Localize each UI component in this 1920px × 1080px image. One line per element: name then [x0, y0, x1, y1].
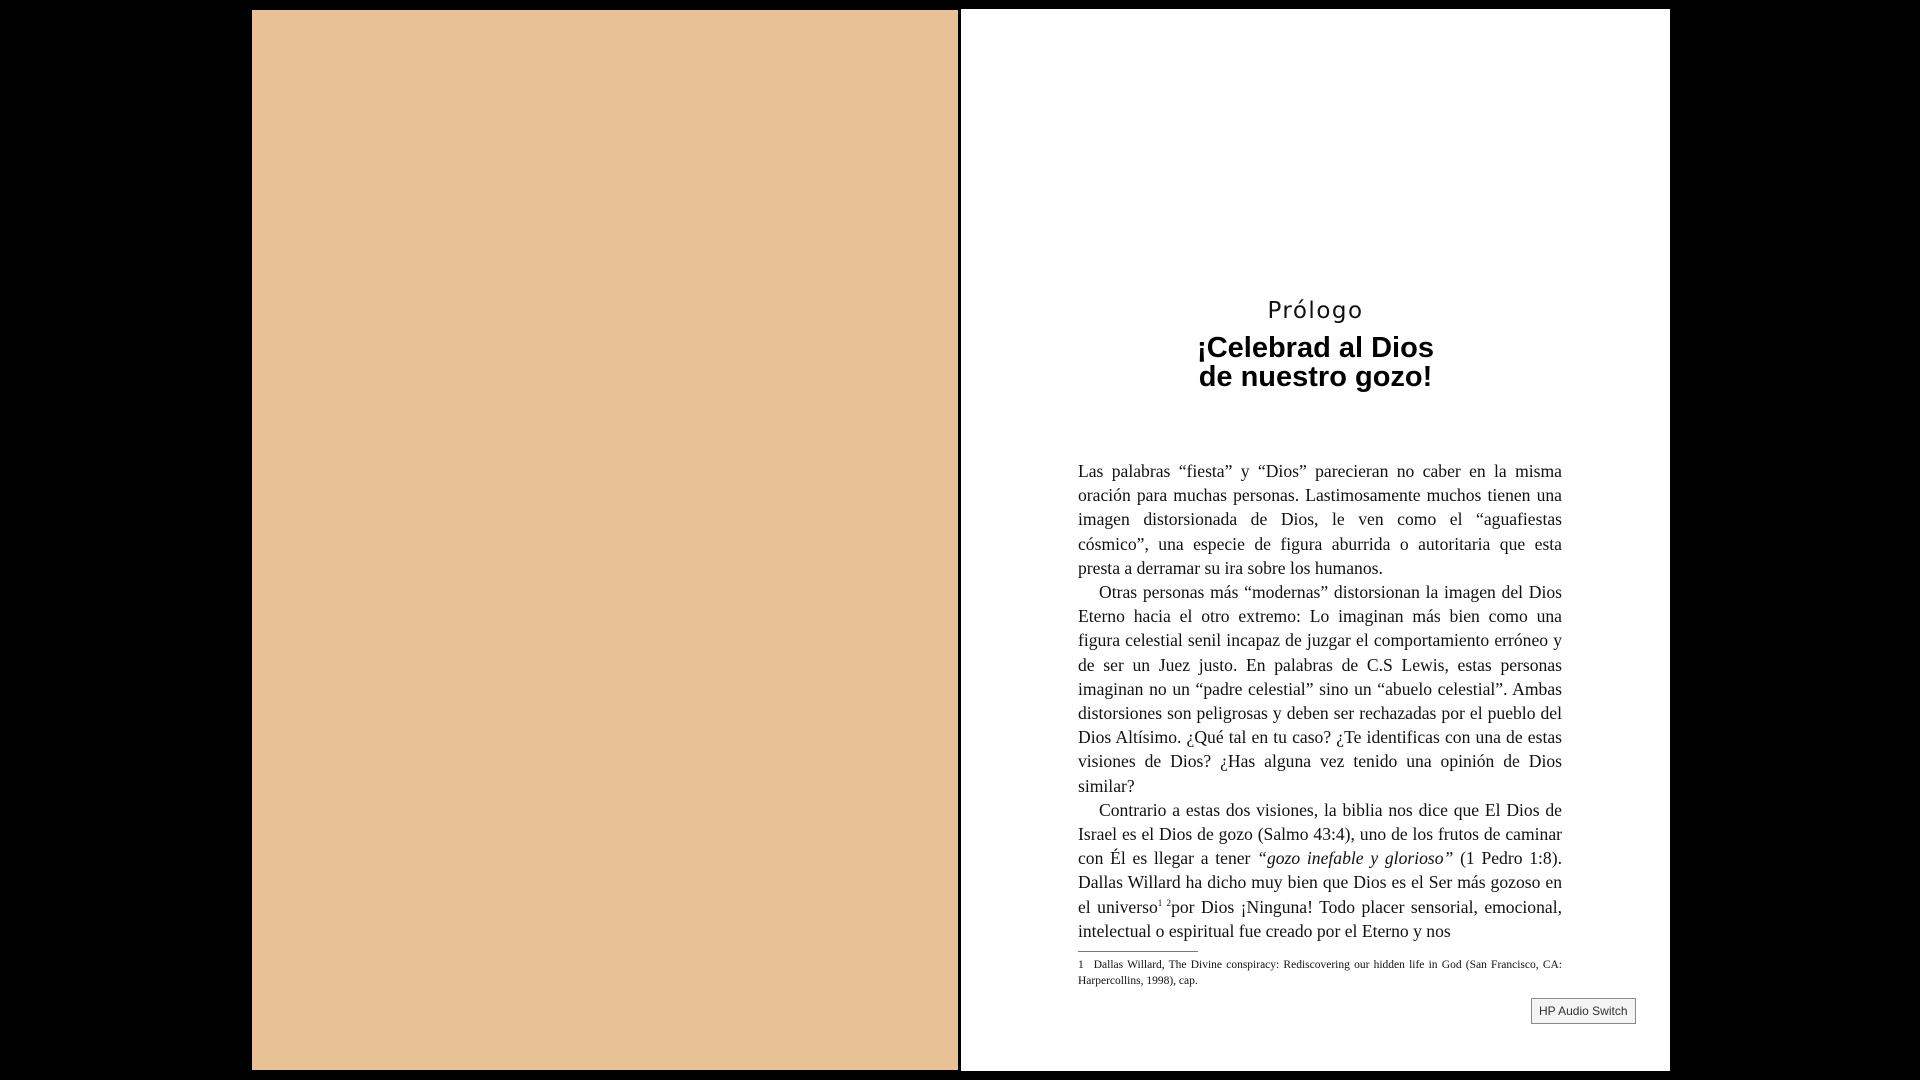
left-page-cover: [252, 10, 958, 1070]
chapter-label: Prólogo: [1267, 298, 1364, 324]
paragraph-3-text-c: por Dios ¡Ninguna! Todo placer sensorial, emocional, intelectual o espiritual fue creado por el Eterno y nos: [1078, 896, 1562, 941]
footnote-text: Dallas Willard, The Divine conspiracy: Rediscovering our hidden life in God (San Francisco, CA: Harpercollins, 1998), cap.: [1078, 959, 1562, 987]
footnote: [1078, 958, 1562, 989]
right-page: [961, 9, 1670, 1071]
body-text: [1078, 459, 1562, 943]
paragraph-3: [1078, 798, 1562, 943]
hp-audio-switch-tooltip: HP Audio Switch: [1531, 998, 1636, 1024]
paragraph-2: Otras personas más “modernas” distorsionan la imagen del Dios Eterno hacia el otro extremo: Lo imaginan más bien como una figura celestial senil incapaz de juzgar el comportamiento erróneo y de ser un Juez justo. En palabras de C.S Lewis, estas personas imaginan no un “padre celestial” sino un “abuelo celestial”. Ambas distorsiones son peligrosas y deben ser rechazadas por el pueblo del Dios Altísimo. ¿Qué tal en tu caso? ¿Te identificas con una de estas visiones de Dios? ¿Has alguna vez tenido una opinión de Dios similar?: [1078, 582, 1562, 796]
paragraph-3-text-a: Contrario a estas dos visiones, la biblia nos dice que El Dios de Israel es el Dios de gozo (Salmo 43:4), uno de los frutos de caminar con Él es llegar a tener: [1078, 799, 1562, 869]
paragraph-3-text-b: (1 Pedro 1:8). Dallas Willard ha dicho muy bien que Dios es el Ser más gozoso en el universo: [1078, 848, 1562, 917]
paragraph-1: Las palabras “fiesta” y “Dios” parecieran no caber en la misma oración para muchas personas. Lastimosamente muchos tienen una imagen distorsionada de Dios, le ven como el “aguafiestas cósmico”, una especie de figura aburrida o autoritaria que esta presta a derramar su ira sobre los humanos.: [1078, 461, 1562, 578]
footnote-reference[interactable]: 1 2: [1157, 897, 1172, 908]
paragraph-3-quote: “gozo inefable y glorioso”: [1257, 848, 1454, 869]
chapter-title-line-1: ¡Celebrad al Dios: [1197, 332, 1434, 364]
footnote-divider: [1078, 951, 1198, 952]
chapter-title-line-2: de nuestro gozo!: [1198, 361, 1433, 393]
chapter-title: [961, 334, 1670, 392]
footnote-number: 1: [1078, 959, 1084, 971]
